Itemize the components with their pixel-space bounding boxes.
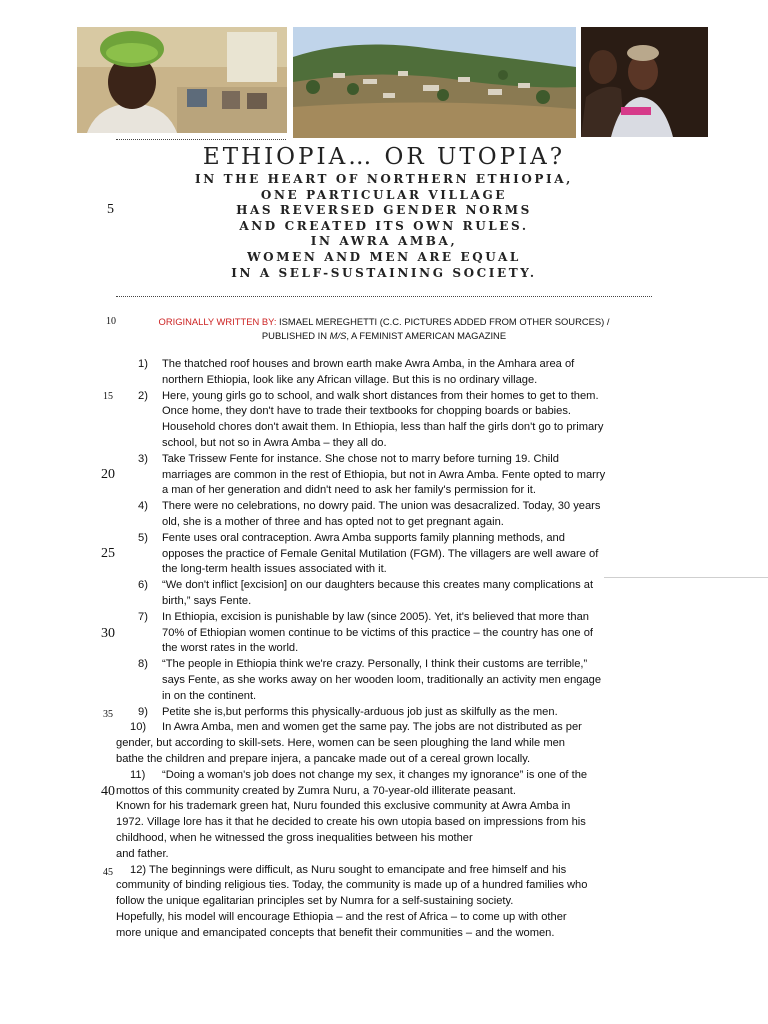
- paragraph-7: [116, 610, 656, 657]
- paragraph-9: [116, 705, 656, 721]
- paragraph-10: [116, 720, 656, 767]
- margin-rule: [604, 577, 768, 578]
- paragraph-line: Hopefully, his model will encourage Ethiopia – and the rest of Africa – to come up with other: [116, 910, 567, 923]
- top-dotted-rule: [116, 139, 286, 140]
- paragraph-line: birth,” says Fente.: [162, 594, 252, 607]
- paragraph-number: 4): [138, 500, 148, 513]
- paragraph-line: the worst rates in the world.: [162, 642, 299, 655]
- photo-village-landscape: [293, 27, 576, 138]
- paragraph-5: [116, 531, 656, 578]
- paragraph-1: [116, 357, 656, 389]
- paragraph-number: 11): [130, 768, 146, 781]
- subtitle-line: HAS REVERSED GENDER NORMS: [236, 203, 532, 218]
- paragraph-line: Take Trissew Fente for instance. She chose not to marry before turning 19. Child: [162, 452, 559, 465]
- subtitle-line: IN A SELF-SUSTAINING SOCIETY.: [231, 265, 537, 280]
- paragraph-line: bathe the children and prepare injera, a pancake made out of a cereal grown locally.: [116, 752, 531, 765]
- paragraph-line: Household chores don't await them. In Ethiopia, less than half the girls don't go to primary: [162, 421, 604, 434]
- numbered-paragraphs: [116, 357, 656, 941]
- line-number-25: 25: [101, 546, 115, 561]
- paragraph-3: [116, 452, 656, 499]
- separator-dotted-rule: [116, 296, 652, 297]
- paragraph-2: [116, 389, 656, 452]
- line-number-35: 35: [103, 709, 113, 720]
- paragraph-line: 12) The beginnings were difficult, as Nuru sought to emancipate and free himself and his: [130, 863, 567, 876]
- paragraph-line: and father.: [116, 847, 169, 860]
- line-number-10: 10: [106, 316, 116, 327]
- credit-published-in: PUBLISHED IN: [261, 330, 330, 341]
- paragraph-number: 9): [138, 705, 148, 718]
- subtitle-line: WOMEN AND MEN ARE EQUAL: [247, 249, 521, 264]
- paragraph-line: says Fente, as she works away on her wooden loom, traditionally an activity men engage: [162, 673, 602, 686]
- paragraph-number: 3): [138, 452, 148, 465]
- paragraph-line: “The people in Ethiopia think we're crazy. Personally, I think their customs are terrible,”: [162, 658, 588, 671]
- credit-magazine: M/S: [329, 330, 347, 341]
- subtitle: [150, 172, 618, 281]
- paragraph-line: Here, young girls go to school, and walk short distances from their homes to get to them.: [162, 389, 599, 402]
- paragraph-12: [116, 863, 656, 942]
- paragraph-4: [116, 499, 656, 531]
- paragraph-line: the long-term health issues associated with it.: [162, 563, 387, 576]
- page-title: ETHIOPIA… OR UTOPIA?: [202, 144, 566, 170]
- paragraph-number: 2): [138, 389, 148, 402]
- paragraph-line: marriages are common in the rest of Ethiopia, but not in Awra Amba. Fente opted to marry: [162, 468, 606, 481]
- paragraph-line: In Ethiopia, excision is punishable by law (since 2005). Yet, it's believed that more than: [162, 610, 589, 623]
- paragraph-line: 1972. Village lore has it that he decided to create his own utopia based on impressions from his: [116, 816, 586, 829]
- paragraph-line: Fente uses oral contraception. Awra Amba supports family planning methods, and: [162, 531, 565, 544]
- paragraph-line: old, she is a mother of three and has opted not to get pregnant again.: [162, 515, 504, 528]
- paragraph-number: 6): [138, 579, 148, 592]
- paragraph-line: “We don't inflict [excision] on our daughters because this creates many complications at: [162, 579, 594, 592]
- subtitle-line: IN THE HEART OF NORTHERN ETHIOPIA,: [195, 172, 573, 186]
- paragraph-line: community of binding religious ties. Today, the community is made up of a hundred families who: [116, 879, 588, 892]
- credit-magazine-desc: , A FEMINIST AMERICAN MAGAZINE: [346, 330, 507, 341]
- paragraph-8: [116, 657, 656, 704]
- line-number-40: 40: [101, 784, 115, 799]
- credit-label: ORIGINALLY WRITTEN BY:: [158, 316, 277, 327]
- paragraph-line: Petite she is,but performs this physically-arduous job just as skilfully as the men.: [162, 705, 558, 718]
- author-credit: [128, 315, 640, 343]
- line-number-45: 45: [103, 867, 113, 878]
- paragraph-line: “Doing a woman's job does not change my sex, it changes my ignorance” is one of the: [162, 768, 588, 781]
- line-number-15: 15: [103, 391, 113, 402]
- paragraph-line: The thatched roof houses and brown earth make Awra Amba, in the Amhara area of: [162, 358, 575, 370]
- paragraph-line: school, but not so in Awra Amba – they all do.: [162, 436, 387, 449]
- paragraph-line: mottos of this community created by Zumra Nuru, a 70-year-old illiterate peasant.: [116, 784, 516, 797]
- paragraph-11: [116, 768, 656, 863]
- subtitle-line: IN AWRA AMBA,: [310, 234, 458, 249]
- paragraph-line: more unique and emancipated concepts that benefit their communities – and the women.: [116, 926, 555, 939]
- line-number-5: 5: [107, 202, 114, 217]
- paragraph-line: opposes the practice of Female Genital Mutilation (FGM). The villagers are well aware of: [162, 547, 599, 560]
- paragraph-number: 8): [138, 658, 148, 671]
- paragraph-line: childhood, when he witnessed the gross inequalities between his mother: [116, 831, 473, 844]
- paragraph-line: a man of her generation and didn't need to ask her family's permission for it.: [162, 484, 536, 497]
- paragraph-number: 1): [138, 358, 148, 370]
- paragraph-number: 5): [138, 531, 148, 544]
- paragraph-line: Known for his trademark green hat, Nuru founded this exclusive community at Awra Amba in: [116, 800, 571, 813]
- paragraph-number: 7): [138, 610, 148, 623]
- paragraph-line: gender, but according to skill-sets. Here, women can be seen ploughing the land while men: [116, 737, 565, 750]
- paragraph-line: In Awra Amba, men and women get the same pay. The jobs are not distributed as per: [162, 721, 582, 734]
- subtitle-line: ONE PARTICULAR VILLAGE: [260, 187, 508, 202]
- paragraph-line: northern Ethiopia, look like any African village. But this is no ordinary village.: [162, 373, 538, 386]
- paragraph-line: follow the unique egalitarian principles set by Numra for a self-sustaining society.: [116, 895, 514, 908]
- line-number-30: 30: [101, 626, 115, 641]
- paragraph-6: [116, 578, 656, 610]
- photo-elderly-woman-green-hat: [77, 27, 287, 133]
- line-number-20: 20: [101, 467, 115, 482]
- photo-villagers-portrait: [581, 27, 708, 137]
- paragraph-line: in on the continent.: [162, 689, 257, 702]
- subtitle-line: AND CREATED ITS OWN RULES.: [239, 218, 529, 233]
- paragraph-line: Once home, they don't have to trade their textbooks for chopping boards or babies.: [162, 405, 572, 418]
- credit-author: ISMAEL MEREGHETTI (C.C. PICTURES ADDED FROM OTHER SOURCES) /: [276, 316, 610, 327]
- paragraph-line: There were no celebrations, no dowry paid. The union was desacralized. Today, 30 years: [162, 500, 601, 513]
- paragraph-number: 10): [130, 721, 147, 734]
- paragraph-line: 70% of Ethiopian women continue to be victims of this practice – the country has one of: [162, 626, 594, 639]
